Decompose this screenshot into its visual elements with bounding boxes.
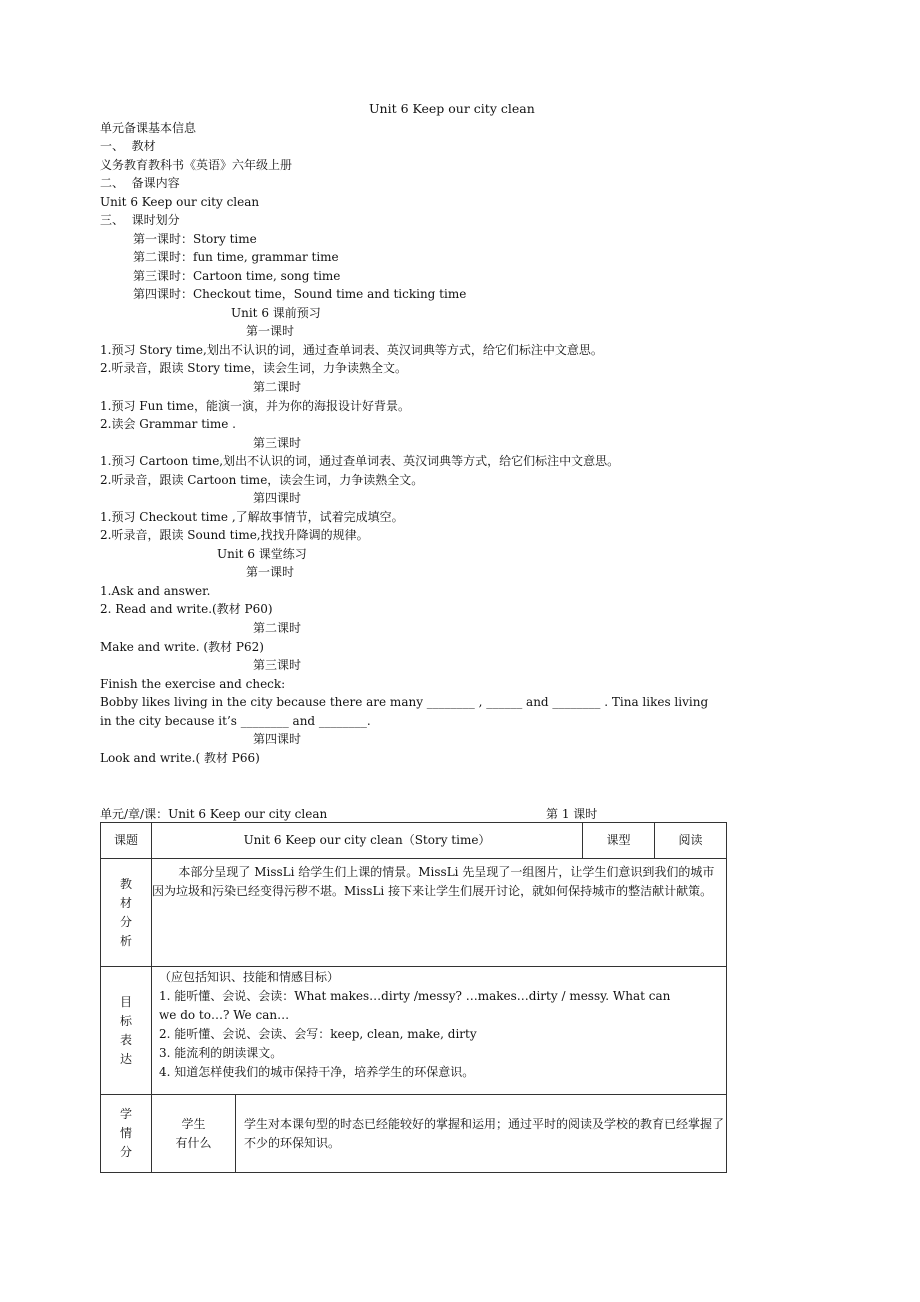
material-analysis-text: 本部分呈现了 MissLi 给学生们上课的情景。MissLi 先呈现了一组图片，让学生们意识到我们的城市因为垃圾和污染已经变得污秽不堪。MissLi 接下来让学生们展开讨论，就如何保持城市的整洁献计献策。 [152, 865, 715, 898]
practice-item: Finish the exercise and check: [100, 677, 286, 691]
preview-item: 1.预习 Checkout time ,了解故事情节，试着完成填空。 [100, 510, 404, 524]
document-title: Unit 6 Keep our city clean [369, 101, 535, 116]
practice-item: 1.Ask and answer. [100, 584, 211, 598]
label-char: 目 [119, 994, 132, 1009]
practice-title: Unit 6 课堂练习 [217, 547, 307, 561]
lesson-plan-table [100, 822, 727, 1173]
preview-period-4-title: 第四课时 [253, 491, 302, 505]
basic-info-heading: 单元备课基本信息 [100, 121, 197, 135]
label-char: 标 [119, 1013, 132, 1028]
preview-item: 1.预习 Story time,划出不认识的词，通过查单词表、英汉词典等方式，给它们标注中文意思。 [100, 343, 603, 357]
label-char: 分 [119, 914, 132, 929]
period-item: 第二课时：fun time, grammar time [133, 250, 339, 264]
period-item: 第三课时：Cartoon time, song time [133, 269, 341, 283]
section-1-text: 义务教育教科书《英语》六年级上册 [100, 158, 293, 172]
label-char: 情 [119, 1126, 132, 1140]
label-char: 学 [119, 1107, 132, 1121]
lesson-period-label: 第 1 课时 [546, 807, 598, 821]
practice-period-1-title: 第一课时 [246, 565, 295, 579]
section-1-heading: 一、 教材 [100, 139, 156, 153]
sub-label-line: 学生 [181, 1116, 206, 1131]
objectives-line: 3. 能流利的朗读课文。 [159, 1046, 283, 1060]
section-2-heading: 二、 备课内容 [100, 176, 180, 190]
period-item: 第一课时：Story time [133, 232, 257, 246]
practice-item: Look and write.( 教材 P66) [100, 751, 260, 765]
lesson-unit-label: 单元/章/课：Unit 6 Keep our city clean [100, 807, 328, 821]
label-char: 教 [119, 876, 132, 891]
section-3-heading: 三、 课时划分 [100, 213, 180, 227]
practice-item: 2. Read and write.(教材 P60) [100, 602, 273, 616]
lesson-type-value-cell: 阅读 [655, 823, 727, 859]
practice-period-3-title: 第三课时 [253, 658, 302, 672]
preview-title: Unit 6 课前预习 [231, 306, 321, 320]
topic-label-cell: 课题 [101, 823, 152, 859]
table-row [101, 823, 727, 859]
preview-item: 1.预习 Cartoon time,划出不认识的词，通过查单词表、英汉词典等方式，给它们标注中文意思。 [100, 454, 620, 468]
objectives-cell [152, 967, 727, 1095]
student-analysis-cell [236, 1095, 727, 1173]
label-char: 析 [119, 933, 132, 948]
objectives-line: we do to…? We can… [159, 1008, 290, 1022]
fill-in-blank-line: in the city because it’s ________ and ________. [100, 714, 371, 728]
label-char: 表 [119, 1032, 132, 1047]
material-analysis-label-cell [101, 859, 152, 967]
section-2-text: Unit 6 Keep our city clean [100, 195, 260, 209]
practice-item: Make and write. (教材 P62) [100, 640, 264, 654]
practice-period-4-title: 第四课时 [253, 732, 302, 746]
preview-item: 2.听录音，跟读 Cartoon time，读会生词，力争读熟全文。 [100, 473, 424, 487]
label-char: 达 [119, 1051, 132, 1066]
student-has-label-cell [152, 1095, 236, 1173]
period-item: 第四课时：Checkout time，Sound time and ticking time [133, 287, 467, 301]
label-char: 材 [119, 895, 132, 910]
objectives-label-cell [101, 967, 152, 1095]
objectives-line: 1. 能听懂、会说、会读：What makes…dirty /messy? …makes…dirty / messy. What can [159, 989, 671, 1003]
material-analysis-cell [152, 859, 727, 967]
sub-label-line: 有什么 [175, 1135, 212, 1150]
objectives-line: 4. 知道怎样使我们的城市保持干净，培养学生的环保意识。 [159, 1065, 475, 1079]
preview-period-1-title: 第一课时 [246, 324, 295, 338]
preview-item: 2.听录音，跟读 Sound time,找找升降调的规律。 [100, 528, 369, 542]
table-row [101, 967, 727, 1095]
objectives-line: 2. 能听懂、会说、会读、会写：keep, clean, make, dirty [159, 1027, 477, 1041]
lesson-type-label-cell: 课型 [583, 823, 655, 859]
objectives-line: （应包括知识、技能和情感目标） [159, 970, 340, 984]
student-analysis-text: 学生对本课句型的时态已经能较好的掌握和运用；通过平时的阅读及学校的教育已经掌握了不少的环保知识。 [244, 1116, 725, 1150]
practice-period-2-title: 第二课时 [253, 621, 302, 635]
student-analysis-label-cell [101, 1095, 152, 1173]
lesson-plan-header [100, 805, 726, 823]
preview-period-2-title: 第二课时 [253, 380, 302, 394]
preview-period-3-title: 第三课时 [253, 436, 302, 450]
table-row [101, 1095, 727, 1173]
topic-value-cell: Unit 6 Keep our city clean（Story time） [152, 823, 583, 859]
preview-item: 1.预习 Fun time，能演一演，并为你的海报设计好背景。 [100, 399, 411, 413]
preview-item: 2.读会 Grammar time . [100, 417, 236, 431]
table-row [101, 859, 727, 967]
label-char: 分 [119, 1145, 132, 1159]
preview-item: 2.听录音，跟读 Story time，读会生词，力争读熟全文。 [100, 361, 408, 375]
fill-in-blank-line: Bobby likes living in the city because there are many ________ , ______ and ________ . Tina likes living [100, 695, 709, 709]
